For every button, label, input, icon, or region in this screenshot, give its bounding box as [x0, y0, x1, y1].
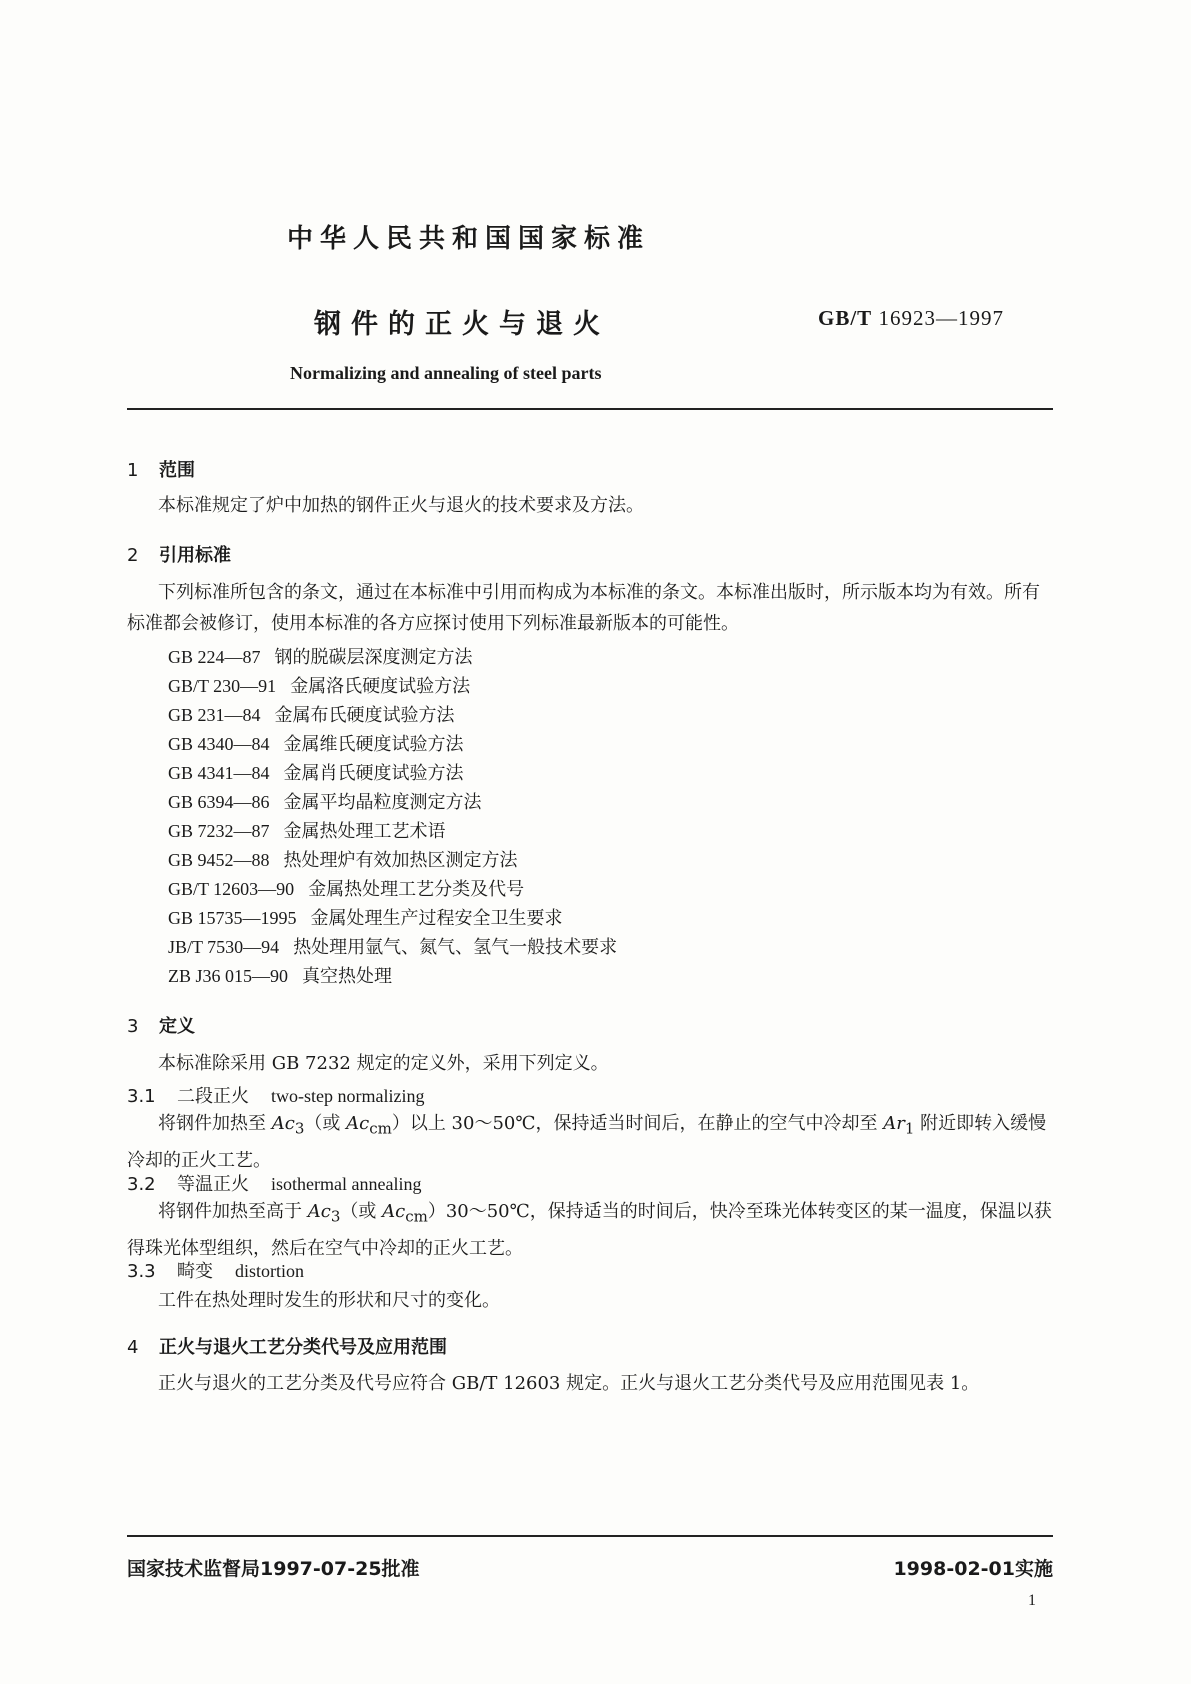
reference-item — [168, 730, 464, 756]
definition-3-1-text: 将钢件加热至 $Ac_3$（或 $Ac_{cm}$）以上 30～50℃，保持适当时间后，在静止的空气中冷却至 $Ar_1$ 附近即转入缓慢冷却的正火工艺。 — [127, 1113, 1047, 1171]
subsection-number: 3.3 — [127, 1261, 156, 1282]
reference-item — [168, 672, 470, 698]
reference-item — [168, 846, 518, 872]
definition-3-3-term — [127, 1257, 304, 1283]
reference-title: 金属热处理工艺分类及代号 — [308, 879, 525, 900]
header-divider — [127, 408, 1053, 410]
section-number: 2 — [127, 545, 139, 566]
national-standard-title: 中华人民共和国国家标准 — [287, 224, 651, 254]
reference-title: 金属肖氏硬度试验方法 — [283, 763, 464, 784]
reference-code: GB 7232—87 — [168, 821, 270, 841]
reference-code: GB 224—87 — [168, 647, 261, 667]
term-zh: 畸变 — [177, 1261, 213, 1282]
reference-code: GB 4341—84 — [168, 763, 270, 783]
document-title: 钢件的正火与退火 — [314, 309, 610, 340]
reference-title: 金属热处理工艺术语 — [283, 821, 446, 842]
reference-code: GB 4340—84 — [168, 734, 270, 754]
reference-item — [168, 701, 455, 727]
section-2-text: 下列标准所包含的条文，通过在本标准中引用而构成为本标准的条文。本标准出版时，所示版本均为有效。所有标准都会被修订，使用本标准的各方应探讨使用下列标准最新版本的可能性。 — [127, 582, 1040, 634]
reference-title: 真空热处理 — [302, 966, 393, 987]
section-title: 正火与退火工艺分类代号及应用范围 — [159, 1337, 447, 1358]
reference-code: GB 231—84 — [168, 705, 261, 725]
reference-title: 热处理用氩气、氮气、氢气一般技术要求 — [293, 937, 618, 958]
reference-title: 金属平均晶粒度测定方法 — [283, 792, 482, 813]
standard-code — [818, 306, 1004, 331]
section-1-heading — [127, 456, 195, 482]
reference-item — [168, 759, 464, 785]
reference-code: GB/T 230—91 — [168, 676, 277, 696]
reference-item — [168, 933, 617, 959]
reference-title: 热处理炉有效加热区测定方法 — [283, 850, 518, 871]
reference-code: GB 15735—1995 — [168, 908, 297, 928]
english-title: Normalizing and annealing of steel parts — [290, 363, 602, 383]
reference-title: 钢的脱碳层深度测定方法 — [274, 647, 473, 668]
definition-3-1-term — [127, 1082, 424, 1108]
reference-item — [168, 643, 473, 669]
definition-3-2-text: 将钢件加热至高于 $Ac_3$（或 $Ac_{cm})30\sim 50℃$，保持适当的时间后，快冷至珠光体转变区的某一温度，保温以获得珠光体型组织，然后在空气中冷却的正火工艺。 — [127, 1201, 1052, 1259]
reference-code: GB 9452—88 — [168, 850, 270, 870]
reference-item — [168, 875, 524, 901]
term-zh: 等温正火 — [177, 1174, 249, 1195]
footer-divider — [127, 1535, 1053, 1537]
reference-code: GB 6394—86 — [168, 792, 270, 812]
section-number: 4 — [127, 1337, 139, 1358]
section-1-text: 本标准规定了炉中加热的钢件正火与退火的技术要求及方法。 — [158, 495, 644, 516]
effective-date: 1998-02-01实施 — [893, 1558, 1053, 1580]
definition-3-3-text: 工件在热处理时发生的形状和尺寸的变化。 — [158, 1290, 500, 1311]
approval-note: 国家技术监督局1997-07-25批准 — [127, 1558, 420, 1580]
reference-code: GB/T 12603—90 — [168, 879, 295, 899]
page-number: 1 — [1028, 1592, 1036, 1609]
section-4-heading — [127, 1333, 447, 1359]
reference-title: 金属处理生产过程安全卫生要求 — [310, 908, 563, 929]
section-3-text: 本标准除采用 GB 7232 规定的定义外，采用下列定义。 — [158, 1053, 609, 1074]
section-number: 3 — [127, 1016, 139, 1037]
section-3-heading — [127, 1012, 195, 1038]
reference-code: ZB J36 015—90 — [168, 966, 289, 986]
term-zh: 二段正火 — [177, 1086, 249, 1107]
reference-item — [168, 904, 563, 930]
reference-title: 金属洛氏硬度试验方法 — [290, 676, 471, 697]
reference-item — [168, 817, 446, 843]
section-2-heading — [127, 541, 231, 567]
section-title: 引用标准 — [159, 545, 231, 566]
subsection-number: 3.2 — [127, 1174, 156, 1195]
standard-code-prefix: GB/T — [818, 306, 873, 330]
term-en: two-step normalizing — [271, 1086, 425, 1106]
reference-title: 金属维氏硬度试验方法 — [283, 734, 464, 755]
section-title: 范围 — [159, 460, 195, 481]
reference-code: JB/T 7530—94 — [168, 937, 280, 957]
reference-item — [168, 962, 392, 988]
definition-3-2-term — [127, 1170, 421, 1196]
section-number: 1 — [127, 460, 139, 481]
section-4-text: 正火与退火的工艺分类及代号应符合 GB/T 12603 规定。正火与退火工艺分类代号及应用范围见表 1。 — [158, 1373, 980, 1394]
section-title: 定义 — [159, 1016, 195, 1037]
standard-code-number: 16923—1997 — [878, 306, 1004, 330]
reference-title: 金属布氏硬度试验方法 — [274, 705, 455, 726]
reference-item — [168, 788, 482, 814]
term-en: distortion — [235, 1261, 305, 1281]
term-en: isothermal annealing — [271, 1174, 422, 1194]
subsection-number: 3.1 — [127, 1086, 156, 1107]
